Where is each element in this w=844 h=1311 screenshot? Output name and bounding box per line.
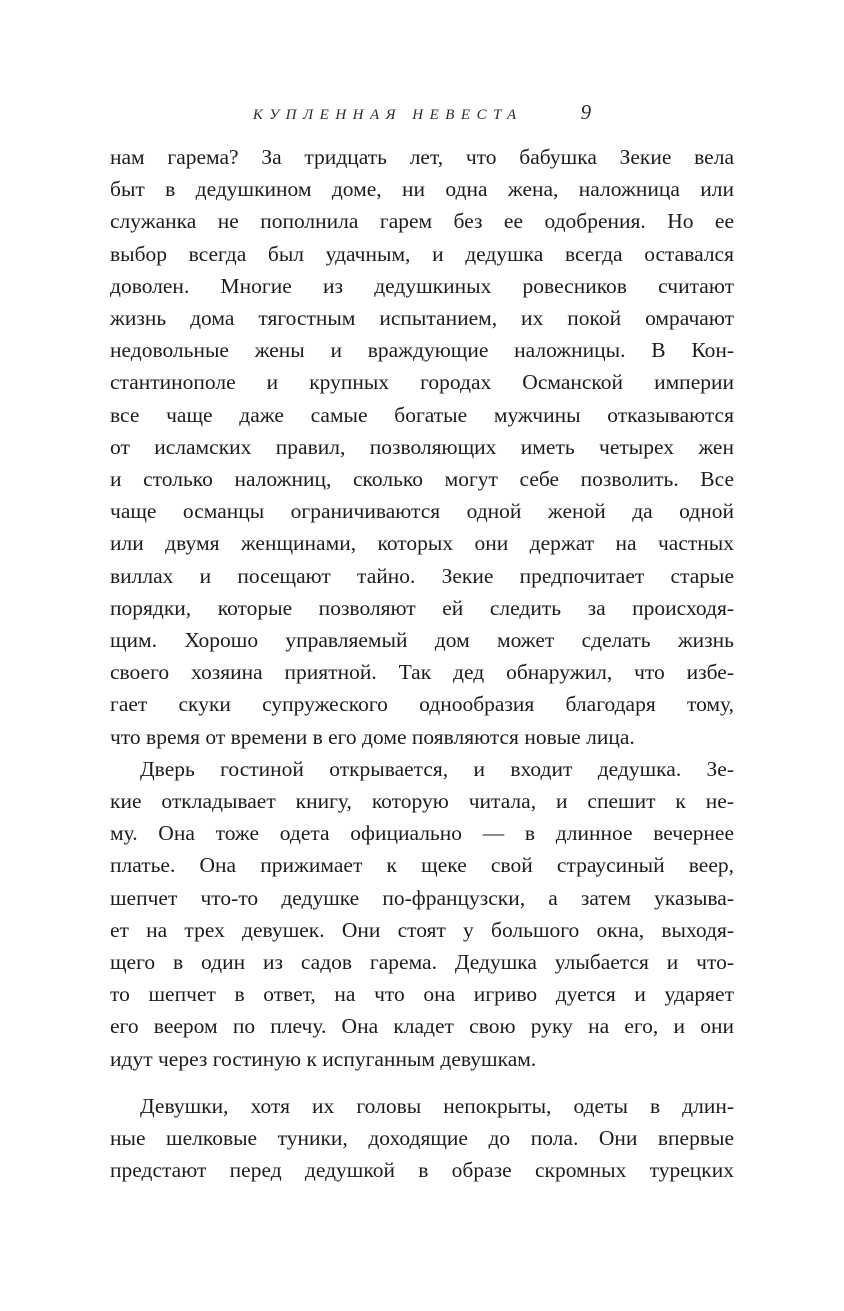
- text-line: доволен. Многие из дедушкиных ровесников считают: [110, 273, 734, 298]
- text-line: служанка не пополнила гарем без ее одобрения. Но ее: [110, 209, 734, 234]
- text-line: стантинополе и крупных городах Османской империи: [110, 370, 734, 395]
- text-line: и столько наложниц, сколько могут себе позволить. Все: [110, 467, 734, 492]
- text-line: выбор всегда был удачным, и дедушка всегда оставался: [110, 241, 734, 266]
- text-line: порядки, которые позволяют ей следить за происходя-: [110, 595, 734, 620]
- text-line: кие откладывает книгу, которую читала, и спешит к не-: [110, 789, 734, 814]
- text-line: виллах и посещают тайно. Зекие предпочитает старые: [110, 563, 734, 588]
- text-line: ные шелковые туники, доходящие до пола. Они впервые: [110, 1126, 734, 1151]
- text-line: ет на трех девушек. Они стоят у большого окна, выходя-: [110, 917, 734, 942]
- text-line: быт в дедушкином доме, ни одна жена, наложница или: [110, 177, 734, 202]
- text-line: идут через гостиную к испуганным девушкам.: [110, 1046, 537, 1071]
- running-title: КУПЛЕННАЯ НЕВЕСТА: [252, 107, 523, 123]
- text-line: недовольные жены и враждующие наложницы. В Кон-: [110, 338, 734, 363]
- text-line: щего в один из садов гарема. Дедушка улыбается и что-: [110, 950, 734, 975]
- paragraph: [110, 753, 734, 1075]
- text-line: нам гарема? За тридцать лет, что бабушка Зекие вела: [110, 145, 734, 169]
- text-line: му. Она тоже одета официально — в длинное вечернее: [110, 821, 734, 846]
- text-block: [110, 141, 734, 1187]
- text-line: платье. Она прижимает к щеке свой страусиный веер,: [110, 853, 734, 878]
- text-line: своего хозяина приятной. Так дед обнаружил, что избе-: [110, 660, 734, 685]
- text-line: гает скуки супружеского однообразия благодаря тому,: [110, 692, 734, 717]
- text-line: все чаще даже самые богатые мужчины отказываются: [110, 402, 734, 427]
- text-line: Девушки, хотя их головы непокрыты, одеты в длин-: [140, 1093, 734, 1118]
- text-line: что время от времени в его доме появляются новые лица.: [110, 724, 635, 749]
- paragraph: [110, 141, 734, 753]
- text-line: Дверь гостиной открывается, и входит дедушка. Зе-: [140, 756, 734, 781]
- text-line: шепчет что-то дедушке по-французски, а затем указыва-: [110, 885, 734, 910]
- text-line: его веером по плечу. Она кладет свою руку на его, и они: [110, 1014, 734, 1039]
- text-line: предстают перед дедушкой в образе скромных турецких: [110, 1158, 734, 1183]
- text-line: или двумя женщинами, которых они держат на частных: [110, 531, 734, 556]
- paragraph: [110, 1090, 734, 1187]
- page-header: [110, 100, 734, 125]
- text-line: то шепчет в ответ, на что она игриво дуется и ударяет: [110, 982, 734, 1007]
- text-line: чаще османцы ограничиваются одной женой да одной: [110, 499, 734, 524]
- text-line: щим. Хорошо управляемый дом может сделать жизнь: [110, 628, 734, 653]
- text-line: от исламских правил, позволяющих иметь четырех жен: [110, 434, 734, 459]
- page-number: 9: [580, 100, 592, 124]
- text-line: жизнь дома тягостным испытанием, их покой омрачают: [110, 306, 734, 331]
